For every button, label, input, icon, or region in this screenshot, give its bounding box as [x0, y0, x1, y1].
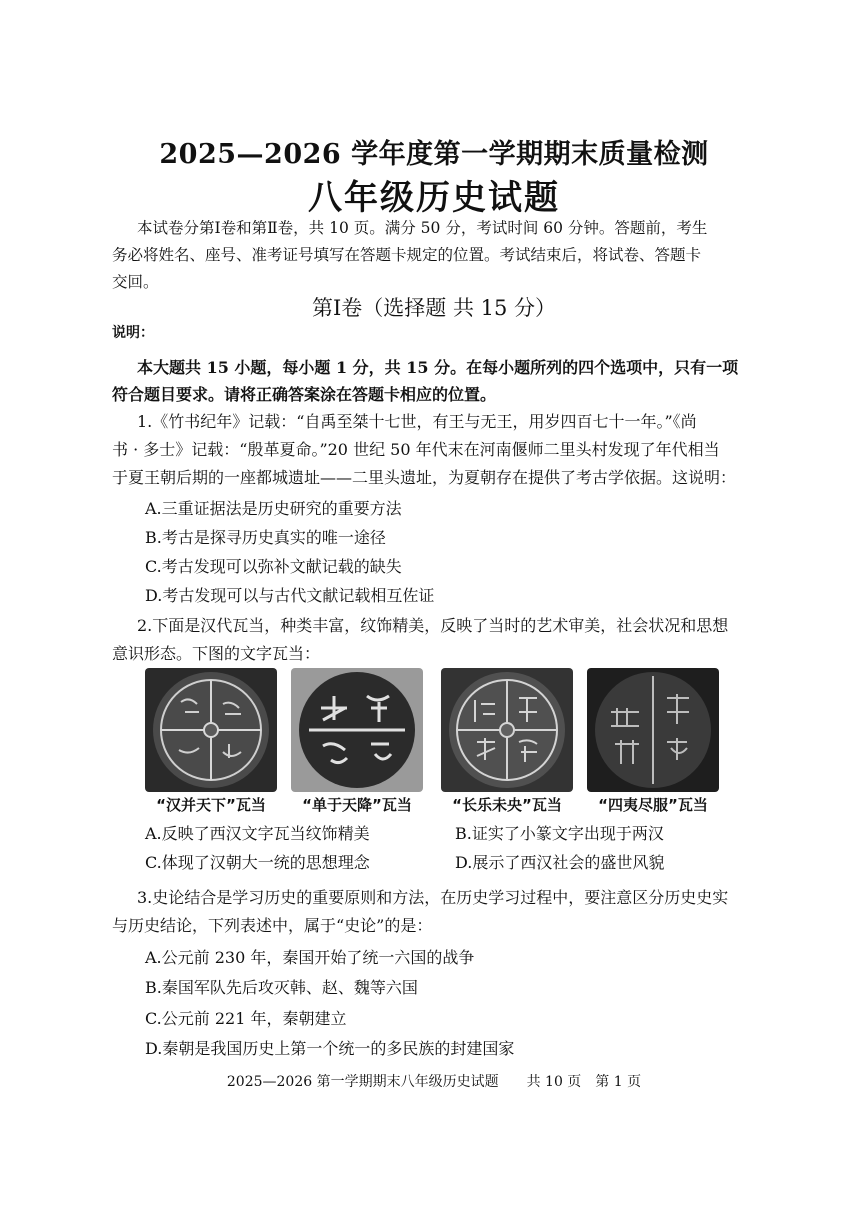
tile-caption: “长乐未央”瓦当: [452, 796, 562, 814]
option-c[interactable]: C.考古发现可以弥补文献记载的缺失: [145, 557, 402, 576]
tile-caption: “四夷尽服”瓦当: [598, 796, 708, 814]
option-c[interactable]: C.体现了汉朝大一统的思想理念: [145, 853, 370, 872]
tile-caption: “单于天降”瓦当: [302, 796, 412, 814]
section-title: 第Ⅰ卷（选择题 共 15 分）: [311, 296, 557, 320]
intro-line: 交回。: [112, 273, 159, 291]
tile-siyi-icon: [587, 668, 719, 792]
tile-chanyu-icon: [291, 668, 423, 792]
note-line: 符合题目要求。请将正确答案涂在答题卡相应的位置。: [112, 385, 497, 404]
option-d[interactable]: D.考古发现可以与古代文献记载相互佐证: [145, 586, 435, 605]
note-line: 本大题共 15 小题，每小题 1 分，共 15 分。在每小题所列的四个选项中，只有一项: [137, 358, 739, 377]
option-a[interactable]: A.公元前 230 年，秦国开始了统一六国的战争: [145, 948, 475, 967]
option-d[interactable]: D.秦朝是我国历史上第一个统一的多民族的封建国家: [145, 1039, 515, 1058]
question-stem: 1.《竹书纪年》记载：“自禹至桀十七世，有王与无王，用岁四百七十一年。”《尚: [137, 412, 697, 431]
intro-line: 本试卷分第Ⅰ卷和第Ⅱ卷，共 10 页。满分 50 分，考试时间 60 分钟。答题前，考生: [137, 219, 708, 237]
tile-caption: “汉并天下”瓦当: [156, 796, 266, 814]
option-d[interactable]: D.展示了西汉社会的盛世风貌: [455, 853, 665, 872]
option-c[interactable]: C.公元前 221 年，秦朝建立: [145, 1009, 347, 1028]
page-footer: 2025—2026 第一学期期末八年级历史试题 共 10 页 第 1 页: [226, 1074, 642, 1090]
exam-subtitle: 八年级历史试题: [308, 178, 560, 218]
option-a[interactable]: A.反映了西汉文字瓦当纹饰精美: [145, 824, 370, 843]
note-label: 说明：: [112, 325, 154, 341]
tile-hanbing-icon: [145, 668, 277, 792]
option-b[interactable]: B.秦国军队先后攻灭韩、赵、魏等六国: [145, 978, 418, 997]
question-stem: 于夏王朝后期的一座都城遗址——二里头遗址，为夏朝存在提供了考古学依据。这说明：: [112, 468, 737, 487]
exam-title: 2025—2026 学年度第一学期期末质量检测: [159, 139, 709, 170]
question-stem: 书 · 多士》记载：“殷革夏命。”20 世纪 50 年代末在河南偃师二里头村发现了年代相当: [112, 440, 720, 459]
question-stem: 3.史论结合是学习历史的重要原则和方法，在历史学习过程中，要注意区分历史史实: [137, 888, 729, 907]
question-stem: 意识形态。下图的文字瓦当：: [112, 644, 321, 663]
question-stem: 2.下面是汉代瓦当，种类丰富，纹饰精美，反映了当时的艺术审美，社会状况和思想: [137, 616, 729, 635]
question-stem: 与历史结论，下列表述中，属于“史论”的是：: [112, 916, 433, 935]
option-b[interactable]: B.证实了小篆文字出现于两汉: [455, 824, 664, 843]
option-b[interactable]: B.考古是探寻历史真实的唯一途径: [145, 528, 386, 547]
tile-changle-icon: [441, 668, 573, 792]
option-a[interactable]: A.三重证据法是历史研究的重要方法: [145, 499, 402, 518]
intro-line: 务必将姓名、座号、准考证号填写在答题卡规定的位置。考试结束后，将试卷、答题卡: [112, 246, 702, 264]
